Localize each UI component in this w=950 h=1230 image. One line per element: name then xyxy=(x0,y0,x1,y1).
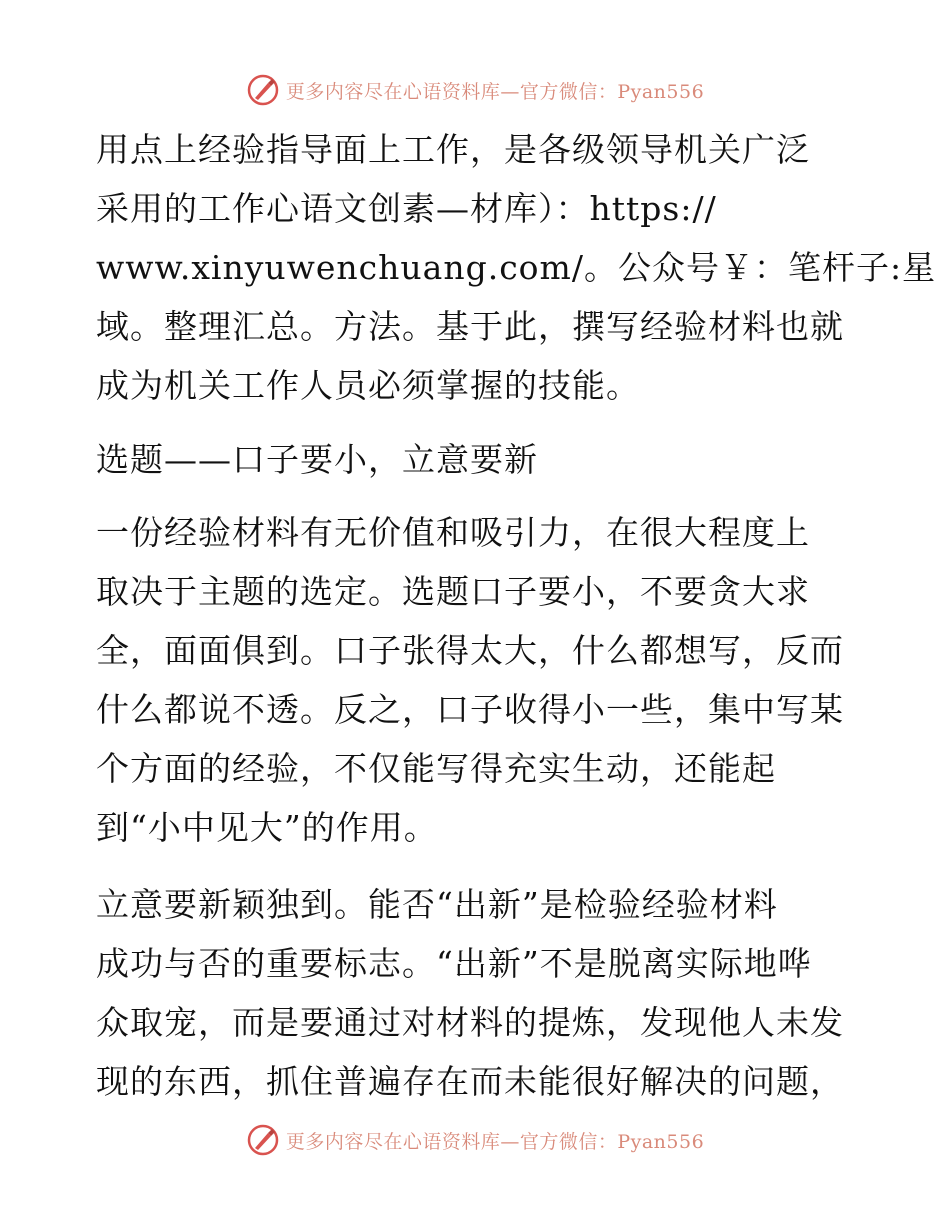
paragraph-intro xyxy=(96,120,937,415)
text-line: 立意要新颖独到。能否“出新”是检验经验材料 xyxy=(96,885,778,924)
text-line: 众取宠，而是要通过对材料的提炼，发现他人未发 xyxy=(96,1003,844,1042)
text-line: 到“小中见大”的作用。 xyxy=(96,808,438,847)
paragraph-innovation xyxy=(96,875,848,1111)
watermark-header xyxy=(0,70,950,110)
watermark-text: 更多内容尽在心语资料库—官方微信：Pyan556 xyxy=(285,80,705,103)
text-line: www.xinyuwenchuang.com/。公众号￥：笔杆子:星 xyxy=(96,248,937,287)
text-line: 用点上经验指导面上工作，是各级领导机关广泛 xyxy=(96,130,810,169)
watermark-footer xyxy=(0,1120,950,1160)
paragraph-topic-selection xyxy=(96,503,848,857)
text-line: 全，面面俱到。口子张得太大，什么都想写，反而 xyxy=(96,631,844,670)
pen-logo-icon xyxy=(246,73,280,107)
text-line: 成为机关工作人员必须掌握的技能。 xyxy=(96,366,640,405)
document-body xyxy=(96,120,937,1111)
heading-line: 选题——口子要小，立意要新 xyxy=(96,440,538,479)
text-line: 取决于主题的选定。选题口子要小，不要贪大求 xyxy=(96,572,810,611)
text-line: 现的东西，抓住普遍存在而未能很好解决的问题， xyxy=(96,1062,844,1101)
text-line: 采用的工作心语文创素—材库）：https:// xyxy=(96,189,717,228)
watermark-text: 更多内容尽在心语资料库—官方微信：Pyan556 xyxy=(285,1130,705,1153)
text-line: 域。整理汇总。方法。基于此，撰写经验材料也就 xyxy=(96,307,844,346)
text-line: 成功与否的重要标志。“出新”不是脱离实际地哗 xyxy=(96,944,812,983)
section-heading xyxy=(96,430,848,489)
pen-logo-icon xyxy=(246,1123,280,1157)
text-line: 一份经验材料有无价值和吸引力，在很大程度上 xyxy=(96,513,810,552)
text-line: 什么都说不透。反之，口子收得小一些，集中写某 xyxy=(96,690,844,729)
text-line: 个方面的经验，不仅能写得充实生动，还能起 xyxy=(96,749,776,788)
